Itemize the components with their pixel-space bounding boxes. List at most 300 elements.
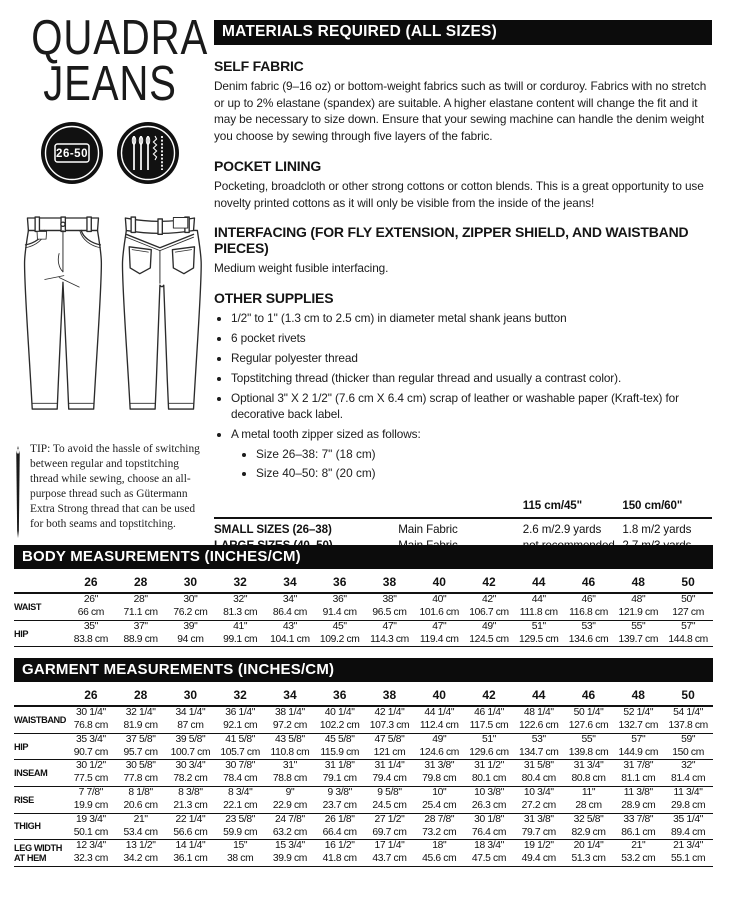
measurement-cell: [215, 733, 265, 760]
cm-value: 76.2 cm: [173, 607, 208, 619]
measurement-cell: [564, 787, 614, 814]
inches-value: 49": [481, 620, 497, 632]
measurement-cell: [265, 733, 315, 760]
measurement-cell: [265, 840, 315, 867]
fabric-row-small-sizes: [214, 518, 712, 538]
measurement-cell: [514, 840, 564, 867]
cm-value: 144.8 cm: [668, 633, 708, 645]
inches-value: 34 1/4": [175, 707, 206, 719]
measurement-cell: [215, 760, 265, 787]
inches-value: 8 3/8": [178, 787, 203, 799]
inches-value: 59": [681, 733, 696, 745]
inches-value: 48 1/4": [523, 707, 554, 719]
brand-title-line2: JEANS: [43, 56, 177, 111]
measurement-row-label: WAISTBAND: [14, 714, 67, 725]
cm-value: 132.7 cm: [618, 720, 659, 732]
inches-value: 44": [531, 594, 546, 606]
size-column-header: 46: [564, 683, 614, 706]
measurement-cell: [66, 620, 116, 647]
inches-value: 36 1/4": [225, 707, 256, 719]
measurement-cell: [166, 787, 216, 814]
measurement-cell: [564, 760, 614, 787]
cm-value: 66.4 cm: [322, 826, 357, 838]
measurement-cell: [514, 706, 564, 733]
measurement-cell: [613, 787, 663, 814]
measurement-cell: [215, 840, 265, 867]
cm-value: 86.4 cm: [272, 607, 308, 619]
inches-value: 37 5/8": [125, 733, 156, 745]
cm-value: 66 cm: [77, 607, 105, 619]
size-column-header: 26: [66, 570, 116, 593]
measurement-row: [14, 733, 713, 760]
cm-value: 96.5 cm: [372, 607, 407, 619]
measurement-cell: [365, 813, 415, 840]
inches-value: 31 1/4": [374, 760, 405, 772]
measurement-cell: [613, 840, 663, 867]
measurement-cell: [166, 593, 216, 620]
size-column-header: 42: [464, 683, 514, 706]
measurement-cell: [414, 706, 464, 733]
inches-value: 28": [133, 594, 148, 606]
cm-value: 63.2 cm: [272, 826, 308, 838]
inches-value: 16 1/2": [324, 840, 355, 852]
materials-column: [214, 20, 712, 559]
inches-value: 57": [681, 620, 696, 632]
cm-value: 56.6 cm: [173, 826, 208, 838]
measurement-row: [14, 787, 713, 814]
size-range-badge: [40, 121, 104, 185]
size-column-header: 48: [613, 683, 663, 706]
brand-title-line1: QUADRA: [31, 11, 209, 65]
size-header-row: [14, 683, 713, 706]
measurement-cell: [514, 620, 564, 647]
inches-value: 33 7/8": [623, 813, 654, 825]
cm-value: 91.4 cm: [322, 607, 357, 619]
garment-measurements-header-bar: GARMENT MEASUREMENTS (INCHES/CM): [14, 658, 713, 682]
inches-value: 31": [282, 760, 297, 772]
bullet-item: • Size 40–50: 8" (20 cm): [256, 466, 712, 481]
inches-value: 26": [83, 594, 98, 606]
cm-value: 97.2 cm: [272, 720, 308, 732]
measurement-cell: [464, 593, 514, 620]
cm-value: 80.4 cm: [521, 773, 556, 785]
measurement-row: [14, 813, 713, 840]
measurement-cell: [315, 733, 365, 760]
cm-value: 95.7 cm: [123, 746, 158, 758]
measurement-cell: [663, 706, 713, 733]
measurement-cell: [365, 733, 415, 760]
interfacing-heading: INTERFACING (FOR FLY EXTENSION, ZIPPER SHIELD, AND WAISTBAND PIECES): [214, 224, 689, 257]
cm-value: 86.1 cm: [621, 826, 656, 838]
inches-value: 51": [481, 733, 497, 745]
measurement-cell: [514, 593, 564, 620]
cm-value: 121 cm: [373, 746, 406, 758]
measurement-cell: [166, 620, 216, 647]
measurement-cell: [166, 733, 216, 760]
size-column-header: 34: [265, 683, 315, 706]
inches-value: 31 3/8": [523, 813, 554, 825]
cm-value: 134.7 cm: [518, 746, 559, 758]
cm-value: 59.9 cm: [223, 826, 258, 838]
inches-value: 18 3/4": [474, 840, 504, 852]
inches-value: 10": [432, 787, 447, 799]
measurement-cell: [564, 813, 614, 840]
inches-value: 54 1/4": [673, 707, 704, 719]
inches-value: 9": [285, 787, 295, 799]
inches-value: 21": [133, 813, 148, 825]
inches-value: 28 7/8": [424, 813, 455, 825]
inches-value: 8 1/8": [128, 787, 153, 799]
measurement-cell: [564, 620, 614, 647]
cm-value: 78.4 cm: [223, 773, 258, 785]
size-column-header: 40: [414, 683, 464, 706]
measurement-row-label: WAIST: [14, 601, 42, 612]
measurement-cell: [215, 706, 265, 733]
size-column-header: 28: [116, 570, 166, 593]
row-label-spacer: [14, 683, 66, 706]
size-column-header: 34: [265, 570, 315, 593]
cm-value: 92.1 cm: [223, 720, 258, 732]
inches-value: 21 3/4": [673, 840, 704, 852]
measurement-cell: [116, 733, 166, 760]
inches-value: 32": [233, 594, 248, 606]
cm-value: 23.7 cm: [322, 800, 357, 812]
cm-value: 76.8 cm: [73, 720, 108, 732]
inches-value: 9 5/8": [377, 787, 402, 799]
cm-value: 107.3 cm: [369, 720, 410, 732]
measurement-cell: [613, 593, 663, 620]
needles-icon: [116, 121, 180, 185]
inches-value: 11 3/4": [673, 787, 703, 799]
cm-value: 134.6 cm: [568, 633, 609, 645]
cm-value: 81.1 cm: [621, 773, 656, 785]
size-column-header: 30: [166, 570, 216, 593]
measurement-cell: [514, 813, 564, 840]
measurement-cell: [365, 593, 415, 620]
cm-value: 29.8 cm: [671, 800, 706, 812]
measurement-cell: [663, 840, 713, 867]
cm-value: 79.1 cm: [322, 773, 357, 785]
measurement-cell: [613, 813, 663, 840]
measurement-row-label: THIGH: [14, 821, 41, 832]
bullet-item: • A metal tooth zipper sized as follows:: [231, 427, 712, 443]
measurement-cell: [265, 760, 315, 787]
cm-value: 87 cm: [177, 720, 204, 732]
inches-value: 7 7/8": [78, 787, 104, 799]
inches-value: 38": [382, 594, 397, 606]
jeans-back-illustration: [122, 217, 201, 409]
inches-value: 45": [332, 620, 347, 632]
cm-value: 55.1 cm: [671, 853, 706, 865]
inches-value: 8 3/4": [227, 787, 253, 799]
inches-value: 11": [581, 787, 596, 799]
cm-value: 83.8 cm: [73, 633, 108, 645]
needle-icon: [14, 444, 22, 540]
measurement-cell: [166, 840, 216, 867]
inches-value: 57": [631, 733, 646, 745]
size-column-header: 38: [365, 570, 415, 593]
size-column-header: 48: [613, 570, 663, 593]
measurement-cell: [663, 733, 713, 760]
cm-value: 116.8 cm: [569, 607, 608, 619]
inches-value: 38 1/4": [275, 707, 305, 719]
inches-value: 15": [233, 840, 248, 852]
inches-value: 9 3/8": [327, 787, 352, 799]
size-column-header: 28: [116, 683, 166, 706]
cm-value: 51.3 cm: [571, 853, 606, 865]
cm-value: 137.8 cm: [668, 720, 708, 732]
measurement-cell: [365, 840, 415, 867]
cm-value: 19.9 cm: [73, 800, 108, 812]
inches-value: 14 1/4": [175, 840, 206, 852]
pocket-lining-heading: POCKET LINING: [214, 157, 322, 174]
inches-value: 35": [83, 620, 98, 632]
cm-value: 127 cm: [672, 607, 704, 619]
measurement-row-label: HIP: [14, 741, 29, 752]
cm-value: 73.2 cm: [422, 826, 457, 838]
fabric-yardage-60: 1.8 m/2 yards: [622, 523, 692, 537]
other-supplies-heading: OTHER SUPPLIES: [214, 290, 334, 307]
fabric-row-label: SMALL SIZES (26–38): [214, 523, 332, 537]
measurement-cell: [414, 593, 464, 620]
measurement-cell: [663, 593, 713, 620]
inches-value: 10 3/4": [523, 787, 554, 799]
size-column-header: 38: [365, 683, 415, 706]
measurement-cell: [464, 813, 514, 840]
cm-value: 34.2 cm: [123, 853, 158, 865]
measurement-cell: [265, 620, 315, 647]
cm-value: 27.2 cm: [521, 800, 556, 812]
cm-value: 53.2 cm: [621, 853, 656, 865]
cm-value: 81.3 cm: [223, 607, 258, 619]
bullet-item: • 6 pocket rivets: [231, 331, 712, 347]
measurement-cell: [464, 760, 514, 787]
measurement-row: [14, 706, 713, 733]
measurement-cell: [613, 706, 663, 733]
inches-value: 35 1/4": [673, 813, 704, 825]
measurement-cell: [116, 787, 166, 814]
size-column-header: 46: [564, 570, 614, 593]
cm-value: 20.6 cm: [123, 800, 158, 812]
measurement-cell: [663, 813, 713, 840]
cm-value: 36.1 cm: [173, 853, 208, 865]
bullet-item: • Regular polyester thread: [231, 351, 712, 367]
measurement-cell: [66, 813, 116, 840]
fabric-row-item: Main Fabric: [398, 523, 458, 537]
measurement-cell: [166, 760, 216, 787]
inches-value: 37": [133, 620, 148, 632]
inches-value: 30": [183, 594, 198, 606]
inches-value: 46 1/4": [474, 707, 504, 719]
measurement-cell: [66, 840, 116, 867]
cm-value: 144.9 cm: [618, 746, 659, 758]
measurement-cell: [315, 593, 365, 620]
measurement-cell: [613, 620, 663, 647]
measurement-cell: [66, 733, 116, 760]
size-column-header: 44: [514, 683, 564, 706]
bullet-item: • Topstitching thread (thicker than regular thread and usually a contrast color).: [231, 371, 712, 387]
bullet-item: • 1/2" to 1" (1.3 cm to 2.5 cm) in diameter metal shank jeans button: [231, 311, 712, 327]
cm-value: 81.9 cm: [123, 720, 158, 732]
measurement-row: [14, 840, 713, 867]
measurement-cell: [613, 760, 663, 787]
measurement-cell: [514, 760, 564, 787]
measurement-cell: [315, 706, 365, 733]
cm-value: 94 cm: [177, 633, 204, 645]
inches-value: 21": [631, 840, 646, 852]
inches-value: 47": [382, 620, 397, 632]
jeans-flat-illustration: [14, 201, 206, 427]
measurement-cell: [414, 840, 464, 867]
cm-value: 124.6 cm: [419, 746, 460, 758]
cm-value: 80.1 cm: [471, 773, 507, 785]
measurement-cell: [564, 840, 614, 867]
inches-value: 52 1/4": [623, 707, 654, 719]
inches-value: 10 3/8": [474, 787, 504, 799]
inches-value: 36": [332, 594, 347, 606]
size-column-header: 36: [315, 683, 365, 706]
inches-value: 27 1/2": [374, 813, 405, 825]
cm-value: 90.7 cm: [73, 746, 108, 758]
measurement-row: [14, 760, 713, 787]
garment-measurements-table: [14, 683, 713, 867]
measurement-cell: [365, 760, 415, 787]
cm-value: 112.4 cm: [419, 720, 459, 732]
inches-value: 32": [681, 760, 696, 772]
measurement-cell: [166, 706, 216, 733]
inches-value: 47": [432, 620, 447, 632]
inches-value: 53": [531, 733, 546, 745]
measurement-cell: [365, 787, 415, 814]
bullet-item: • Optional 3" X 2 1/2" (7.6 cm X 6.4 cm) scrap of leather or washable paper (Kraft-tex) for decorative back label.: [231, 391, 712, 422]
self-fabric-text: Denim fabric (9–16 oz) or bottom-weight fabrics such as twill or corduroy. Fabrics with no stretch or up to 2% elastane (spandex) are suitable. A higher elastane content will change the fit and it may be necessary to size down. Ensure that your sewing machine can handle the denim weight you choose by sewing through five layers of the fabric.: [214, 78, 707, 144]
inches-value: 50": [681, 594, 696, 606]
cm-value: 39.9 cm: [272, 853, 308, 865]
materials-header-bar: MATERIALS REQUIRED (ALL SIZES): [214, 20, 712, 45]
cm-value: 53.4 cm: [123, 826, 158, 838]
cm-value: 89.4 cm: [671, 826, 706, 838]
inches-value: 44 1/4": [424, 707, 455, 719]
body-measurements-header-bar: BODY MEASUREMENTS (INCHES/CM): [14, 545, 713, 569]
measurement-cell: [315, 760, 365, 787]
cm-value: 129.6 cm: [469, 746, 509, 758]
inches-value: 40 1/4": [324, 707, 355, 719]
inches-value: 32 1/4": [125, 707, 156, 719]
inches-value: 17 1/4": [374, 840, 405, 852]
inches-value: 12 3/4": [75, 840, 106, 852]
measurement-cell: [315, 620, 365, 647]
inches-value: 31 7/8": [623, 760, 654, 772]
inches-value: 30 5/8": [125, 760, 156, 772]
inches-value: 53": [581, 620, 596, 632]
width-60-header: 150 cm/60": [622, 498, 712, 519]
inches-value: 47 5/8": [374, 733, 405, 745]
measurement-row: [14, 593, 713, 620]
measurement-row-label: LEG WIDTH AT HEM: [14, 842, 62, 864]
size-column-header: 50: [663, 683, 713, 706]
measurement-cell: [613, 733, 663, 760]
other-supplies-list: [214, 311, 712, 442]
measurement-cell: [464, 706, 514, 733]
inches-value: 41": [233, 620, 248, 632]
cm-value: 28 cm: [575, 800, 602, 812]
cm-value: 25.4 cm: [422, 800, 457, 812]
measurement-cell: [414, 620, 464, 647]
cm-value: 109.2 cm: [319, 633, 360, 645]
measurement-cell: [66, 593, 116, 620]
size-column-header: 50: [663, 570, 713, 593]
cm-value: 26.3 cm: [471, 800, 507, 812]
left-column: [14, 11, 209, 540]
cm-value: 81.4 cm: [671, 773, 706, 785]
size-column-header: 42: [464, 570, 514, 593]
inches-value: 39": [183, 620, 198, 632]
inches-value: 31 3/8": [424, 760, 455, 772]
cm-value: 79.8 cm: [422, 773, 457, 785]
size-column-header: 44: [514, 570, 564, 593]
size-column-header: 36: [315, 570, 365, 593]
measurement-cell: [414, 813, 464, 840]
jeans-front-illustration: [25, 217, 102, 409]
inches-value: 40": [432, 594, 447, 606]
size-column-header: 40: [414, 570, 464, 593]
cm-value: 105.7 cm: [220, 746, 260, 758]
cm-value: 41.8 cm: [322, 853, 357, 865]
inches-value: 48": [631, 594, 646, 606]
measurement-cell: [564, 733, 614, 760]
size-column-header: 30: [166, 683, 216, 706]
cm-value: 78.8 cm: [272, 773, 308, 785]
measurement-cell: [414, 760, 464, 787]
cm-value: 69.7 cm: [372, 826, 407, 838]
cm-value: 32.3 cm: [73, 853, 108, 865]
measurement-cell: [215, 593, 265, 620]
size-range-label: 26-50: [56, 148, 88, 161]
inches-value: 31 1/8": [324, 760, 355, 772]
measurement-cell: [663, 620, 713, 647]
tip-note: [14, 442, 206, 540]
inches-value: 22 1/4": [175, 813, 206, 825]
inches-value: 24 7/8": [275, 813, 305, 825]
measurement-cell: [66, 787, 116, 814]
inches-value: 15 3/4": [275, 840, 305, 852]
inches-value: 26 1/8": [324, 813, 355, 825]
cm-value: 79.4 cm: [372, 773, 407, 785]
cm-value: 102.2 cm: [319, 720, 360, 732]
cm-value: 117.5 cm: [469, 720, 509, 732]
measurement-cell: [564, 706, 614, 733]
inches-value: 31 1/2": [474, 760, 504, 772]
inches-value: 45 5/8": [324, 733, 355, 745]
measurement-cell: [315, 813, 365, 840]
inches-value: 20 1/4": [573, 840, 604, 852]
cm-value: 111.8 cm: [519, 607, 558, 619]
cm-value: 99.1 cm: [223, 633, 258, 645]
inches-value: 41 5/8": [225, 733, 256, 745]
measurement-cell: [514, 733, 564, 760]
inches-value: 31 3/4": [573, 760, 604, 772]
cm-value: 78.2 cm: [173, 773, 208, 785]
inches-value: 55": [631, 620, 646, 632]
size-column-header: 26: [66, 683, 116, 706]
cm-value: 22.1 cm: [223, 800, 258, 812]
size-header-row: [14, 570, 713, 593]
inches-value: 11 3/8": [623, 787, 653, 799]
cm-value: 150 cm: [672, 746, 704, 758]
cm-value: 47.5 cm: [471, 853, 507, 865]
cm-value: 119.4 cm: [419, 633, 459, 645]
inches-value: 39 5/8": [175, 733, 206, 745]
